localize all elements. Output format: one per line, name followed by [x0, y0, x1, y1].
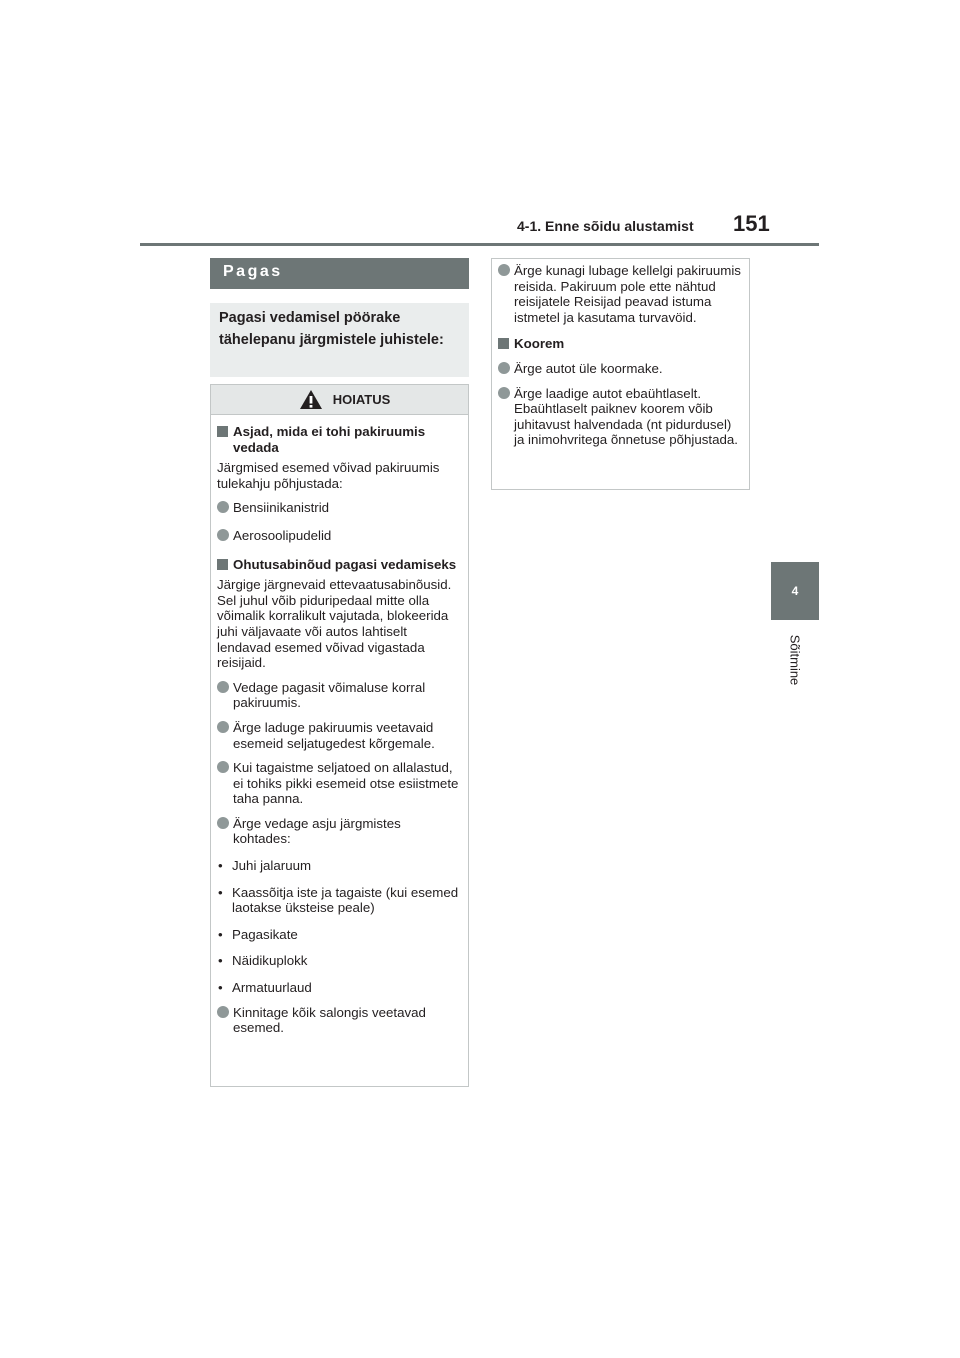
- bullet-item: • Pagasikate: [218, 926, 298, 942]
- paragraph: Sel juhul võib piduripedaal mitte olla võimalik korralikult vajutada, blokeerida juhi väljavaate või autos lahtiselt lendavad esemed võivad vigastada reisijaid.: [217, 592, 449, 671]
- right-warning-box: [491, 258, 750, 490]
- square-bullet-icon: [498, 338, 509, 349]
- bullet-item: • Kaassõitja iste ja tagaiste (kui esemed laotakse üksteise peale): [218, 884, 459, 916]
- dot-item: Ärge kunagi lubage kellelgi pakiruumis reisida. Pakiruum pole ette nähtud reisijatele Reisijad peavad istuma istmetel ja kasutama turvavöid.: [498, 263, 741, 325]
- warning-triangle-icon: [299, 389, 323, 410]
- dot-bullet-icon: [498, 264, 510, 276]
- square-bullet-icon: [217, 426, 228, 437]
- warning-header: [211, 385, 468, 415]
- dot-bullet-icon: [217, 529, 229, 541]
- chapter-label: Sõitmine: [787, 634, 803, 686]
- subheading: Ohutusabinõud pagasi vedamiseks: [217, 557, 460, 573]
- paragraph: Järgige järgnevaid ettevaatusabinõusid.: [217, 577, 452, 593]
- subheading: Asjad, mida ei tohi pakiruumis vedada: [217, 424, 460, 455]
- bullet-item: • Armatuurlaud: [218, 980, 312, 996]
- dot-item: Aerosoolipudelid: [217, 528, 460, 544]
- header-title: 4-1. Enne sõidu alustamist: [517, 218, 694, 234]
- dot-item: Bensiinikanistrid: [217, 500, 460, 516]
- dot-item: Ärge laduge pakiruumis veetavaid esemeid seljatugedest kõrgemale.: [217, 720, 460, 751]
- dot-item: Vedage pagasit võimaluse korral pakiruumis.: [217, 680, 460, 711]
- dot-item: Ärge vedage asju järgmistes kohtades:: [217, 816, 460, 847]
- bullet-item: • Juhi jalaruum: [218, 858, 312, 874]
- dot-bullet-icon: [498, 362, 510, 374]
- dot-item: Ärge laadige autot ebaühtlaselt. Ebaühtlaselt paiknev koorem võib juhitavust halvendada (nt pidurdusel) ja inimohvritega õnnetuse põhjustada.: [498, 386, 741, 448]
- intro-box: Pagasi vedamisel pöörake tähelepanu järgmistele juhistele:: [210, 303, 469, 377]
- dot-bullet-icon: [498, 387, 510, 399]
- dot-bullet-icon: [217, 817, 229, 829]
- dot-bullet-icon: [217, 1006, 229, 1018]
- warning-title: HOIATUS: [332, 392, 391, 407]
- subheading: Koorem: [498, 336, 741, 352]
- dot-item: Kui tagaistme seljatoed on allalastud, ei tohiks pikki esemeid otse esiistmete taha panna.: [217, 760, 460, 807]
- paragraph: Järgmised esemed võivad pakiruumis tulekahju põhjustada:: [217, 460, 440, 491]
- dot-bullet-icon: [217, 681, 229, 693]
- dot-bullet-icon: [217, 721, 229, 733]
- square-bullet-icon: [217, 559, 228, 570]
- page-number: 151: [733, 211, 770, 236]
- bullet-item: • Näidikuplokk: [218, 953, 308, 969]
- chapter-tab: 4: [771, 562, 819, 620]
- warning-box: [210, 384, 469, 1087]
- dot-bullet-icon: [217, 501, 229, 513]
- warning-body: [211, 415, 468, 1036]
- dot-item: Kinnitage kõik salongis veetavad esemed.: [217, 1005, 460, 1036]
- header-rule: [140, 243, 819, 246]
- dot-item: Ärge autot üle koormake.: [498, 361, 741, 377]
- dot-bullet-icon: [217, 761, 229, 773]
- section-title-bar: Pagas: [210, 258, 469, 289]
